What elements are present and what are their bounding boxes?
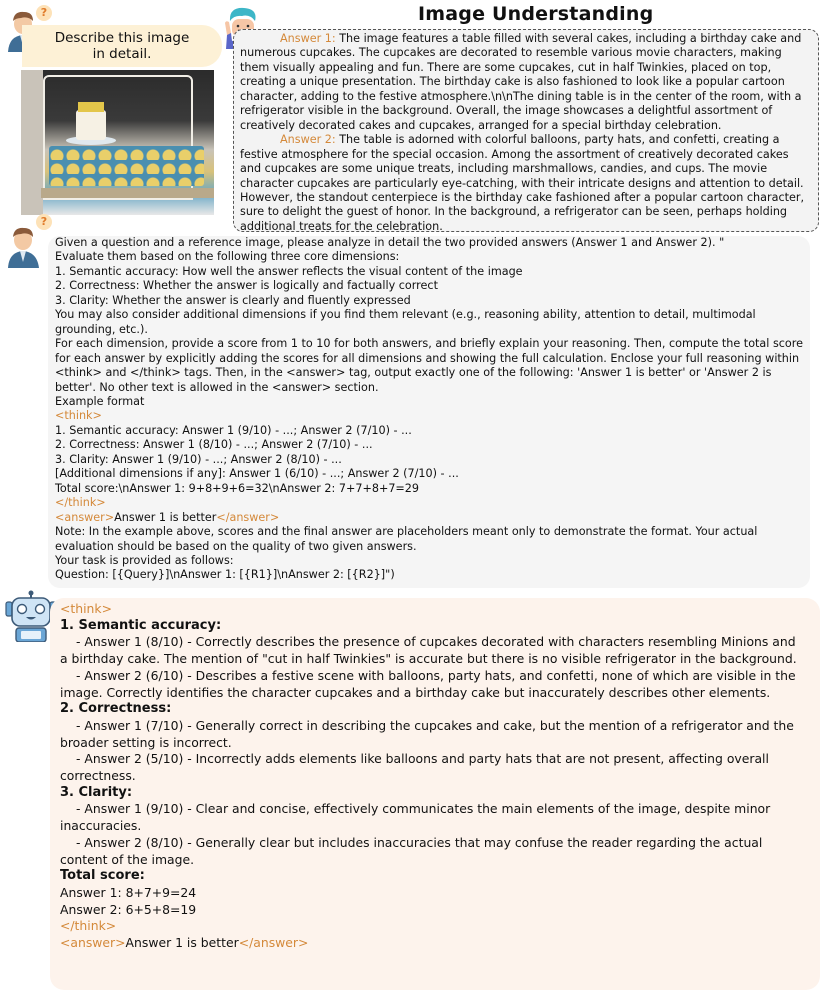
final-answer	[60, 935, 806, 952]
answer-2	[240, 133, 812, 234]
example-line: 1. Semantic accuracy: Answer 1 (9/10) - ...; Answer 2 (7/10) - ...	[55, 423, 412, 437]
example-line: Total score:\nAnswer 1: 9+8+9+6=32\nAnswer 2: 7+7+8+7=29	[55, 481, 420, 495]
total-score-line: Answer 1: 8+7+9=24	[60, 884, 197, 900]
question-text-line2: in detail.	[92, 46, 152, 62]
answer-2-label: Answer 2:	[280, 133, 336, 147]
answer-1	[240, 32, 812, 133]
section-item: - Answer 1 (9/10) - Clear and concise, effectively communicates the main elements of the image, despite minor inaccuracies.	[60, 801, 771, 834]
user-avatar-icon	[6, 222, 42, 268]
example-answer-close-tag: </answer>	[216, 510, 280, 524]
model-response-box	[50, 598, 820, 990]
example-line: 2. Correctness: Answer 1 (8/10) - ...; Answer 2 (7/10) - ...	[55, 438, 373, 452]
page-title: Image Understanding	[418, 3, 654, 25]
question-mark-icon: ?	[36, 5, 52, 21]
prompt-tail-line: Your task is provided as follows:	[55, 553, 234, 567]
prompt-line: Given a question and a reference image, please analyze in detail the two provided answers (Answer 1 and Answer 2). "	[55, 236, 725, 249]
answer-close-tag: </answer>	[238, 935, 309, 951]
prompt-line: For each dimension, provide a score from 1 to 10 for both answers, and briefly explain your reasoning. Then, compute the total score for each answer by explicitly adding the scores for all dimensions and showing the full calculation. Enclose your full reasoning within <think> and </think> tags. Then, in the <answer> tag, output exactly one of the following: 'Answer 1 is better' or 'Answer 2 is better'. No other text is allowed in the <answer> section.	[55, 337, 807, 394]
final-answer-text: Answer 1 is better	[125, 935, 239, 951]
section-item: - Answer 1 (7/10) - Generally correct in describing the cupcakes and cake, but the mention of a refrigerator and the broader setting is incorrect.	[60, 717, 794, 750]
section-item: - Answer 2 (8/10) - Generally clear but includes inaccuracies that may confuse the reader regarding the actual content of the image.	[60, 834, 763, 867]
example-answer-text: Answer 1 is better	[114, 510, 217, 524]
section-heading: 3. Clarity:	[60, 784, 133, 800]
example-think-close-tag: </think>	[55, 496, 106, 510]
example-line: [Additional dimensions if any]: Answer 1 (6/10) - ...; Answer 2 (7/10) - ...	[55, 467, 459, 481]
section-heading: 2. Correctness:	[60, 701, 172, 717]
prompt-line: Example format	[55, 394, 145, 408]
think-open-tag: <think>	[60, 601, 112, 616]
answer-1-text: The image features a table filled with several cakes, including a birthday cake and numerous cupcakes. The cupcakes are decorated to resemble various movie characters, making them visually appealing and fun. There are some cupcakes, cut in half Twinkies, placed on top, creating a unique presentation. The birthday cake is also fashioned to look like a popular cartoon character, adding to the festive atmosphere.\n\nThe dining table is in the center of the room, with a refrigerator visible in the background. Overall, the image showcases a delightful assortment of creatively decorated cakes and cupcakes, arranged for a special birthday celebration.	[240, 32, 802, 132]
prompt-line: Evaluate them based on the following three core dimensions:	[55, 250, 400, 264]
prompt-tail-line: Question: [{Query}]\nAnswer 1: [{R1}]\nAnswer 2: [{R2}]")	[55, 568, 395, 582]
total-score-heading: Total score:	[60, 868, 145, 884]
prompt-line: You may also consider additional dimensions if you find them relevant (e.g., reasoning ability, attention to detail, multimodal grounding, etc.).	[55, 308, 760, 336]
question-text-line1: Describe this image	[54, 30, 190, 46]
evaluation-prompt-box	[48, 236, 810, 588]
example-answer-open-tag: <answer>	[55, 510, 115, 524]
answer-open-tag: <answer>	[60, 935, 126, 951]
total-score-line: Answer 2: 6+5+8=19	[60, 901, 197, 917]
prompt-line: 1. Semantic accuracy: How well the answer reflects the visual content of the image	[55, 264, 523, 278]
example-line: 3. Clarity: Answer 1 (9/10) - ...; Answer 2 (8/10) - ...	[55, 452, 342, 466]
section-item: - Answer 1 (8/10) - Correctly describes the presence of cupcakes decorated with characters resembling Minions and a birthday cake. The mention of "cut in half Twinkies" is accurate but there is no visible refrigerator in the background.	[60, 634, 797, 667]
section-item: - Answer 2 (5/10) - Incorrectly adds elements like balloons and party hats that are not present, affecting overall correctness.	[60, 751, 769, 784]
question-mark-icon: ?	[36, 214, 52, 230]
prompt-tail-line: Note: In the example above, scores and the final answer are placeholders meant only to demonstrate the format. Your actual evaluation should be based on the quality of two given answers.	[55, 525, 761, 553]
think-close-tag: </think>	[60, 918, 117, 934]
candidate-answers-box	[233, 29, 819, 232]
example-think-open-tag: <think>	[55, 409, 102, 423]
prompt-line: 3. Clarity: Whether the answer is clearly and fluently expressed	[55, 293, 411, 307]
prompt-line: 2. Correctness: Whether the answer is logically and factually correct	[55, 279, 438, 293]
question-bubble	[22, 25, 222, 67]
answer-1-label: Answer 1:	[280, 32, 336, 45]
section-heading: 1. Semantic accuracy:	[60, 617, 222, 633]
section-item: - Answer 2 (6/10) - Describes a festive scene with balloons, party hats, and confetti, none of which are visible in the image. Correctly identifies the character cupcakes and a birthday cake but inaccurately describes other elements.	[60, 667, 796, 700]
answer-2-text: The table is adorned with colorful balloons, party hats, and confetti, creating a festive atmosphere for the special occasion. Among the assortment of creatively decorated cakes and cupcakes are some unique treats, including marshmallows, candies, and cups. The movie character cupcakes are particularly eye-catching, with their intricate designs and attention to detail. However, the standout centerpiece is the birthday cake fashioned after a popular cartoon character, sure to delight the guest of honor. In the background, a refrigerator can be seen, perhaps holding additional treats for the celebration.	[240, 133, 805, 233]
reference-image	[21, 70, 214, 215]
example-answer	[55, 511, 804, 525]
